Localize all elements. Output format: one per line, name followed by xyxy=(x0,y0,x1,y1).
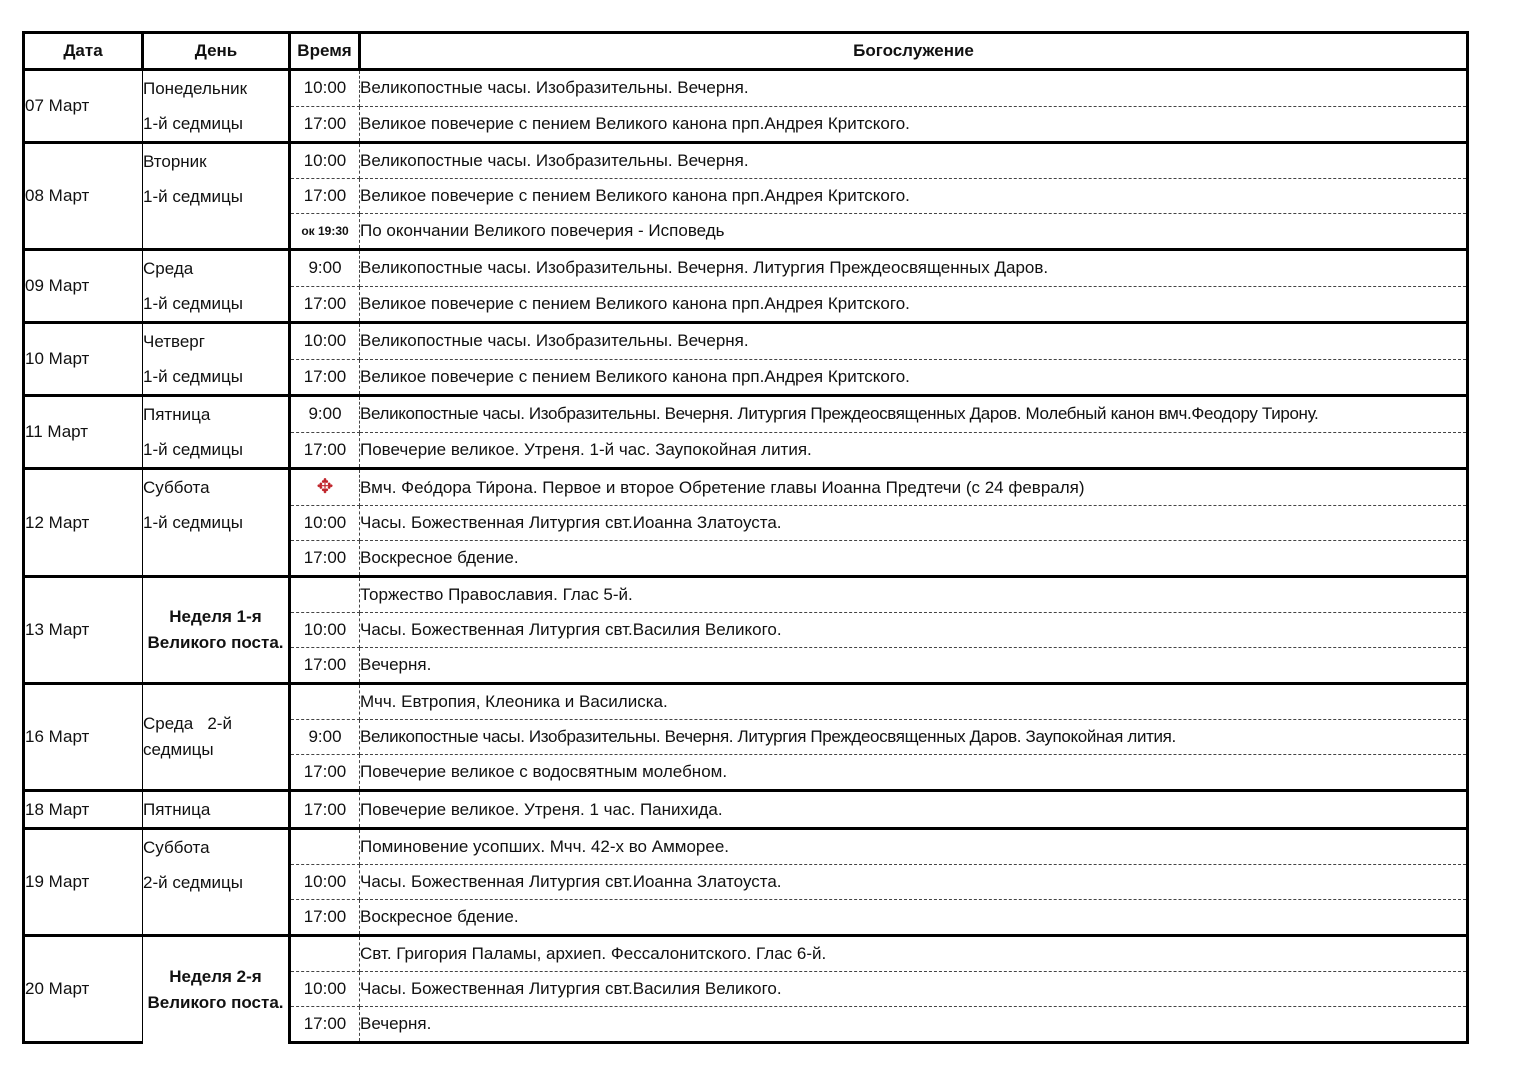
day-cell xyxy=(143,684,290,791)
day-label-line: Неделя 2-я xyxy=(169,966,262,986)
day-label-line: Суббота xyxy=(143,478,210,497)
date-cell: 19 Март xyxy=(24,829,143,936)
time-cell: 17:00 xyxy=(290,900,360,936)
time-cell xyxy=(290,936,360,972)
day-label-line: 1-й седмицы xyxy=(143,367,243,386)
time-cell: 17:00 xyxy=(290,179,360,214)
time-cell: 10:00 xyxy=(290,613,360,648)
service-cell: Повечерие великое. Утреня. 1 час. Панихида. xyxy=(360,791,1468,829)
header-service: Богослужение xyxy=(360,33,1468,70)
date-cell: 10 Март xyxy=(24,323,143,396)
service-schedule-table xyxy=(22,31,1469,1044)
service-cell: Вечерня. xyxy=(360,1007,1468,1043)
service-cell: Великопостные часы. Изобразительны. Вечерня. Литургия Преждеосвященных Даров. Молебный канон вмч.Феодору Тирону. xyxy=(360,396,1468,433)
red-cross-icon: ✥ xyxy=(316,476,334,498)
service-cell: Торжество Православия. Глас 5-й. xyxy=(360,577,1468,613)
day-label-line: 1-й седмицы xyxy=(143,513,243,532)
time-cell: 17:00 xyxy=(290,648,360,684)
time-cell: ок 19:30 xyxy=(290,214,360,250)
service-cell: Великопостные часы. Изобразительны. Вечерня. xyxy=(360,70,1468,107)
header-day: День xyxy=(143,33,290,70)
header-date: Дата xyxy=(24,33,143,70)
service-cell: Часы. Божественная Литургия свт.Иоанна Златоуста. xyxy=(360,865,1468,900)
day-label-line: 2-й седмицы xyxy=(143,873,243,892)
day-cell xyxy=(143,70,290,143)
date-cell: 20 Март xyxy=(24,936,143,1043)
service-cell: Поминовение усопших. Мчч. 42-х во Амморее. xyxy=(360,829,1468,865)
service-cell: Великое повечерие с пением Великого канона прп.Андрея Критского. xyxy=(360,179,1468,214)
service-cell: Вечерня. xyxy=(360,648,1468,684)
service-cell: Великопостные часы. Изобразительны. Вечерня. xyxy=(360,143,1468,179)
table-row xyxy=(24,250,1468,287)
time-cell xyxy=(290,577,360,613)
time-cell: 17:00 xyxy=(290,1007,360,1043)
table-row xyxy=(24,829,1468,865)
service-cell: Воскресное бдение. xyxy=(360,900,1468,936)
time-cell: 17:00 xyxy=(290,541,360,577)
date-cell: 18 Март xyxy=(24,791,143,829)
time-cell: 9:00 xyxy=(290,396,360,433)
date-cell: 13 Март xyxy=(24,577,143,684)
service-cell: Великопостные часы. Изобразительны. Вечерня. xyxy=(360,323,1468,360)
day-cell xyxy=(143,469,290,577)
day-label-line: Пятница xyxy=(143,800,211,819)
day-label-line: Понедельник xyxy=(143,79,248,98)
day-cell xyxy=(143,791,290,829)
date-cell: 09 Март xyxy=(24,250,143,323)
service-cell: Вмч. Фео́дора Ти́рона. Первое и второе Обретение главы Иоанна Предтечи (с 24 февраля) xyxy=(360,469,1468,506)
time-cell: 17:00 xyxy=(290,791,360,829)
day-label-line: 1-й седмицы xyxy=(143,114,243,133)
table-row xyxy=(24,396,1468,433)
day-cell xyxy=(143,936,290,1043)
table-row xyxy=(24,791,1468,829)
time-cell: 10:00 xyxy=(290,506,360,541)
service-cell: Часы. Божественная Литургия свт.Василия Великого. xyxy=(360,972,1468,1007)
service-cell: Свт. Григория Паламы, архиеп. Фессалонитского. Глас 6-й. xyxy=(360,936,1468,972)
service-cell: Мчч. Евтропия, Клеоника и Василиска. xyxy=(360,684,1468,720)
service-cell: Великое повечерие с пением Великого канона прп.Андрея Критского. xyxy=(360,359,1468,396)
time-cell: 17:00 xyxy=(290,755,360,791)
day-label-line: Четверг xyxy=(143,332,205,351)
table-row xyxy=(24,936,1468,972)
day-label-line: Среда xyxy=(143,259,194,278)
day-label-line: Великого поста. xyxy=(147,633,284,652)
date-cell: 08 Март xyxy=(24,143,143,250)
service-cell: Великопостные часы. Изобразительны. Вечерня. Литургия Преждеосвященных Даров. xyxy=(360,250,1468,287)
date-cell: 12 Март xyxy=(24,469,143,577)
time-cell xyxy=(290,684,360,720)
table-header xyxy=(24,33,1468,70)
day-label-line: Вторник xyxy=(143,152,207,171)
time-cell: 9:00 xyxy=(290,720,360,755)
day-cell xyxy=(143,323,290,396)
time-cell: 17:00 xyxy=(290,286,360,323)
day-label-line: Неделя 1-я xyxy=(169,607,262,626)
time-cell: 10:00 xyxy=(290,143,360,179)
time-cell: 10:00 xyxy=(290,972,360,1007)
schedule-sheet xyxy=(22,31,1466,1044)
table-row xyxy=(24,70,1468,107)
service-cell: По окончании Великого повечерия - Исповедь xyxy=(360,214,1468,250)
service-cell: Часы. Божественная Литургия свт.Иоанна Златоуста. xyxy=(360,506,1468,541)
time-cell: 17:00 xyxy=(290,432,360,469)
service-cell: Великопостные часы. Изобразительны. Вечерня. Литургия Преждеосвященных Даров. Заупокойная лития. xyxy=(360,720,1468,755)
service-cell: Великое повечерие с пением Великого канона прп.Андрея Критского. xyxy=(360,286,1468,323)
time-cell: 17:00 xyxy=(290,106,360,143)
day-cell xyxy=(143,143,290,250)
service-cell: Повечерие великое. Утреня. 1-й час. Заупокойная лития. xyxy=(360,432,1468,469)
day-cell xyxy=(143,250,290,323)
time-cell: 17:00 xyxy=(290,359,360,396)
day-label-line: 1-й седмицы xyxy=(143,440,243,459)
time-cell: 10:00 xyxy=(290,70,360,107)
date-cell: 16 Март xyxy=(24,684,143,791)
day-cell xyxy=(143,396,290,469)
table-row xyxy=(24,323,1468,360)
date-cell: 11 Март xyxy=(24,396,143,469)
date-cell: 07 Март xyxy=(24,70,143,143)
table-row xyxy=(24,577,1468,613)
time-cell xyxy=(290,469,360,506)
service-cell: Часы. Божественная Литургия свт.Василия Великого. xyxy=(360,613,1468,648)
time-cell xyxy=(290,829,360,865)
service-cell: Повечерие великое с водосвятным молебном. xyxy=(360,755,1468,791)
time-cell: 10:00 xyxy=(290,865,360,900)
day-label-line: 1-й седмицы xyxy=(143,187,243,206)
table-body xyxy=(24,70,1468,1043)
service-cell: Воскресное бдение. xyxy=(360,541,1468,577)
table-row xyxy=(24,684,1468,720)
table-row xyxy=(24,469,1468,506)
day-label-line: Великого поста. xyxy=(147,992,284,1012)
day-label-line: Среда 2-й xyxy=(143,714,232,733)
time-cell: 10:00 xyxy=(290,323,360,360)
day-label-line: Суббота xyxy=(143,838,210,857)
day-cell xyxy=(143,577,290,684)
time-cell: 9:00 xyxy=(290,250,360,287)
day-label-line: 1-й седмицы xyxy=(143,294,243,313)
service-cell: Великое повечерие с пением Великого канона прп.Андрея Критского. xyxy=(360,106,1468,143)
header-time: Время xyxy=(290,33,360,70)
day-cell xyxy=(143,829,290,936)
table-row xyxy=(24,143,1468,179)
day-label-line: седмицы xyxy=(143,740,214,759)
day-label-line: Пятница xyxy=(143,405,211,424)
